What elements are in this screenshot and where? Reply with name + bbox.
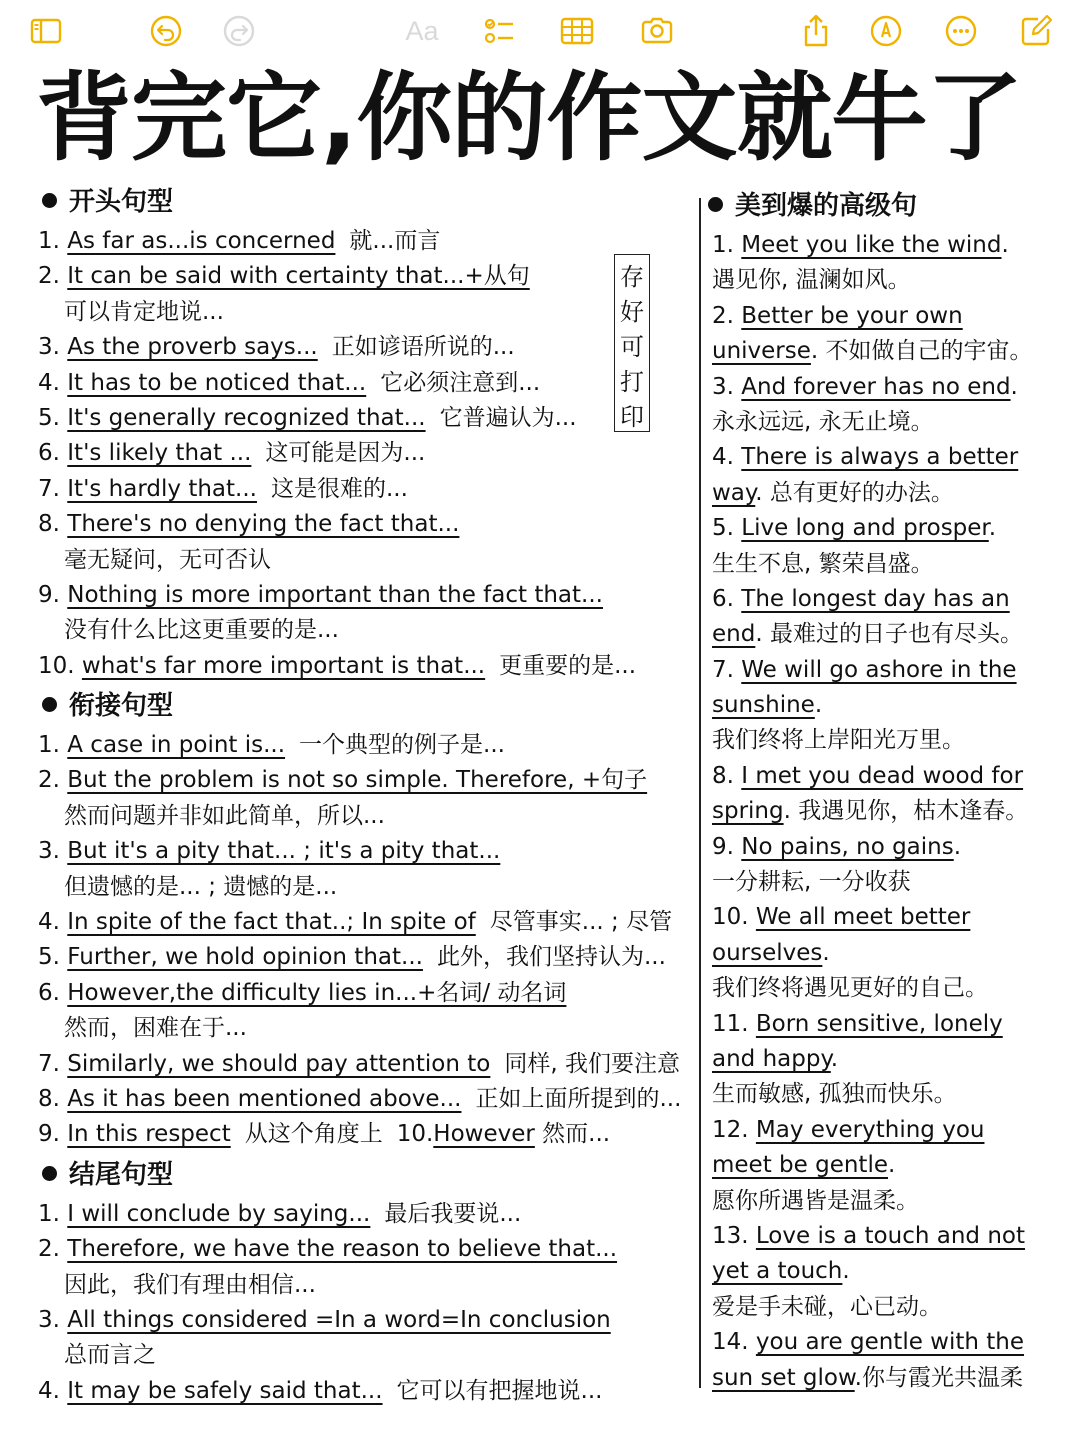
item-number: 5. — [38, 404, 60, 431]
sentence-line — [712, 688, 1062, 723]
item-number: 3. — [38, 1306, 60, 1333]
sentence-text: . — [842, 1258, 850, 1285]
chinese-translation: 然而问题并非如此简单，所以... — [64, 802, 385, 829]
phrase-line — [38, 330, 698, 365]
english-phrase: But the problem is not so simple. Therefore, +句子 — [67, 767, 648, 794]
format-text-button[interactable]: Aa — [405, 16, 439, 46]
item-number: 6. — [38, 979, 60, 1006]
sentence-line — [712, 1148, 1062, 1183]
print-note-char: 好 — [620, 298, 644, 326]
chinese-translation: 最后我要说... — [384, 1200, 522, 1227]
sentence-line — [712, 370, 1062, 405]
phrase-line — [38, 940, 698, 975]
sentence-line — [712, 582, 1062, 617]
sentence-text: . — [1001, 232, 1009, 258]
sentence-line — [712, 1042, 1062, 1077]
phrase-line — [38, 1338, 698, 1373]
item-number: 1. — [38, 228, 60, 254]
chinese-translation: 尽管事实... ; 尽管 — [489, 909, 673, 936]
phrase-line — [38, 436, 698, 471]
english-phrase: Nothing is more important than the fact that... — [67, 581, 603, 608]
sentence-text: 生生不息, 繁荣昌盛。 — [712, 550, 934, 577]
english-sentence: No pains, no gains — [741, 833, 954, 860]
sentence-line — [712, 900, 1062, 935]
english-sentence: end — [712, 621, 756, 648]
chinese-translation: 毫无疑问，无可否认 — [64, 546, 271, 573]
sentence-text: . — [1010, 373, 1018, 400]
phrase-line — [38, 1374, 698, 1409]
chinese-translation: 因此，我们有理由相信... — [64, 1271, 316, 1298]
section-heading-text: 衔接句型 — [69, 691, 174, 722]
sentence-text: 遇见你, 温澜如风。 — [712, 267, 911, 294]
phrase-line — [38, 613, 698, 648]
sentence-text: 一分耕耘, 一分收获 — [712, 869, 911, 896]
english-phrase: what's far more important is that... — [81, 652, 486, 679]
item-number: 8. — [38, 1085, 60, 1112]
sentence-line — [712, 1290, 1062, 1325]
sentence-line — [712, 830, 1062, 865]
section-heading — [704, 184, 1062, 228]
english-sentence: and happy — [712, 1045, 831, 1072]
sentence-text: . — [830, 1045, 839, 1072]
chinese-translation: 它可以有把握地说... — [396, 1377, 603, 1404]
sentence-line — [712, 794, 1062, 829]
phrase-line — [38, 1303, 698, 1338]
phrase-line — [38, 870, 698, 905]
sentence-line — [712, 511, 1062, 546]
right-column — [712, 184, 1062, 1396]
sentence-text: . 总有更好的办法。 — [755, 479, 954, 506]
section-heading-text: 美到爆的高级句 — [735, 191, 918, 221]
phrase-line — [38, 259, 698, 294]
sentence-text: 生而敏感, 孤独而快乐。 — [712, 1081, 957, 1108]
english-sentence: yet a touch — [712, 1258, 843, 1285]
english-sentence: The longest day has an — [741, 585, 1010, 612]
phrase-line — [38, 728, 698, 763]
phrase-line — [38, 295, 698, 330]
english-sentence: Born sensitive, lonely — [755, 1010, 1003, 1037]
sentence-text: . — [988, 515, 997, 542]
english-phrase: It can be said with certainty that...+从句 — [67, 263, 530, 290]
english-sentence: May everything you — [755, 1116, 985, 1143]
chinese-translation: 就...而言 — [349, 228, 441, 254]
phrase-line — [38, 224, 698, 259]
sentence-text: . — [953, 833, 962, 860]
item-number: 4. — [38, 369, 60, 396]
share-icon[interactable] — [796, 12, 836, 50]
table-icon[interactable] — [557, 12, 597, 50]
english-phrase: It may be safely said that... — [67, 1377, 383, 1404]
phrase-line — [38, 1232, 698, 1267]
item-number: 3. — [38, 838, 60, 865]
phrase-line — [38, 1197, 698, 1232]
item-number: 1. — [38, 1200, 60, 1227]
phrase-line — [38, 799, 698, 834]
phrase-line — [38, 834, 698, 869]
item-number: 2. — [38, 767, 60, 794]
phrase-line — [38, 1117, 698, 1152]
chinese-translation: 总而言之 — [64, 1342, 156, 1369]
chinese-translation: 从这个角度上 — [244, 1121, 383, 1148]
english-phrase: As far as...is concerned — [67, 228, 336, 254]
camera-icon[interactable] — [637, 12, 677, 50]
sentence-line — [712, 723, 1062, 758]
sentence-text: 永永远远, 永无止境。 — [712, 408, 934, 435]
phrase-line — [38, 763, 698, 798]
item-number: 4. — [712, 444, 742, 471]
chinese-translation: 一个典型的例子是... — [299, 732, 505, 759]
chinese-translation: 没有什么比这更重要的是... — [64, 617, 339, 644]
markup-icon[interactable] — [866, 12, 906, 50]
item-number: 1. — [38, 732, 60, 759]
print-note-char: 印 — [620, 403, 644, 431]
sentence-text: . 最难过的日子也有尽头。 — [755, 621, 1023, 648]
phrase-line — [38, 1047, 698, 1082]
item-number: 2. — [38, 263, 60, 290]
print-note-char: 存 — [620, 263, 644, 291]
sentence-line — [712, 1007, 1062, 1042]
item-number: 8. — [712, 762, 742, 789]
chinese-translation: 然而，困难在于... — [64, 1015, 247, 1042]
phrase-line — [38, 649, 698, 684]
english-phrase: It has to be noticed that... — [67, 369, 367, 396]
item-number: 6. — [38, 440, 60, 467]
english-phrase: It's likely that ... — [67, 440, 252, 467]
sentence-line — [712, 476, 1062, 511]
item-number: 12. — [712, 1116, 756, 1143]
chinese-translation: 然而... — [542, 1121, 611, 1148]
item-number: 2. — [712, 302, 742, 329]
sentence-line — [712, 1325, 1062, 1360]
print-note-char: 可 — [620, 333, 644, 361]
sentence-line — [712, 865, 1062, 900]
english-phrase: There's no denying the fact that... — [67, 511, 460, 538]
print-note-char: 打 — [620, 368, 644, 396]
english-sentence: Live long and prosper — [741, 515, 989, 542]
sentence-line — [712, 263, 1062, 298]
more-icon[interactable] — [941, 12, 981, 50]
sentence-text: 爱是手未碰，心已动。 — [712, 1293, 942, 1320]
sentence-text: . — [887, 1152, 896, 1179]
sentence-line — [712, 1113, 1062, 1148]
english-sentence: you are gentle with the — [755, 1329, 1025, 1356]
english-sentence: sunshine — [712, 692, 815, 719]
sentence-text: 我们终将上岸阳光万里。 — [712, 727, 965, 754]
phrase-line — [38, 976, 698, 1011]
bullet-icon — [42, 697, 57, 712]
english-sentence: meet be gentle — [712, 1152, 888, 1179]
item-number: 9. — [712, 833, 742, 860]
item-number: 7. — [38, 1050, 60, 1077]
english-sentence: spring — [712, 798, 784, 825]
undo-icon[interactable] — [146, 12, 186, 50]
english-phrase: However,the difficulty lies in...+名词/ 动名词 — [67, 979, 567, 1006]
sentence-text: . — [822, 939, 830, 966]
sentence-line — [712, 1361, 1062, 1396]
sidebar-icon[interactable] — [26, 12, 66, 50]
sentence-line — [712, 547, 1062, 582]
sentence-line — [712, 1077, 1062, 1112]
item-number: 5. — [38, 944, 60, 971]
english-sentence: sun set glow — [712, 1364, 855, 1391]
bullet-icon — [42, 193, 57, 208]
sentence-line — [712, 228, 1062, 263]
notes-toolbar — [0, 0, 1080, 62]
sentence-line — [712, 334, 1062, 369]
item-number: 7. — [712, 656, 742, 683]
sentence-text: 愿你所遇皆是温柔。 — [712, 1187, 919, 1214]
phrase-line — [38, 507, 698, 542]
phrase-line — [38, 1268, 698, 1303]
english-sentence: Meet you like the wind — [741, 232, 1002, 258]
english-phrase: It's generally recognized that... — [67, 404, 426, 431]
english-phrase: Further, we hold opinion that... — [67, 944, 423, 971]
sentence-text: 我们终将遇见更好的自己。 — [712, 975, 988, 1002]
english-phrase: In this respect — [67, 1121, 231, 1148]
section-heading — [38, 1153, 698, 1197]
english-phrase: But it's a pity that... ; it's a pity that... — [67, 838, 501, 865]
english-sentence: universe — [712, 338, 811, 365]
sentence-line — [712, 653, 1062, 688]
english-sentence: There is always a better — [741, 444, 1019, 471]
chinese-translation: 这是很难的... — [270, 475, 408, 502]
english-phrase: However — [433, 1121, 535, 1148]
sentence-line — [712, 759, 1062, 794]
english-phrase: Therefore, we have the reason to believe that... — [67, 1236, 618, 1263]
english-phrase: All things considered =In a word=In conclusion — [67, 1306, 611, 1333]
checklist-icon[interactable] — [479, 12, 519, 50]
sentence-text: .你与霞光共温柔 — [854, 1364, 1023, 1391]
phrase-line — [38, 1082, 698, 1117]
sentence-line — [712, 1184, 1062, 1219]
english-sentence: ourselves — [712, 939, 823, 966]
page-title: 背完它,你的作文就牛了 — [36, 62, 1022, 174]
chinese-translation: 它普遍认为... — [439, 404, 577, 431]
english-sentence: Love is a touch and not — [755, 1222, 1025, 1249]
section-heading — [38, 684, 698, 728]
sentence-line — [712, 971, 1062, 1006]
item-number: 13. — [712, 1222, 756, 1249]
chinese-translation: 正如谚语所说的... — [331, 334, 515, 361]
item-number: 1. — [712, 232, 742, 258]
phrase-line — [38, 366, 698, 401]
english-sentence: And forever has no end — [741, 373, 1011, 400]
chinese-translation: 更重要的是... — [499, 652, 637, 679]
section-heading-text: 结尾句型 — [69, 1159, 174, 1190]
item-number: 9. — [38, 581, 60, 608]
sentence-line — [712, 1254, 1062, 1289]
compose-icon[interactable] — [1016, 12, 1056, 50]
english-phrase: In spite of the fact that..; In spite of — [67, 909, 476, 936]
phrase-line — [38, 472, 698, 507]
english-phrase: As it has been mentioned above... — [67, 1085, 462, 1112]
phrase-line — [38, 905, 698, 940]
item-number: 10. — [38, 652, 75, 679]
chinese-translation: 此外，我们坚持认为... — [436, 944, 666, 971]
left-column — [38, 180, 698, 1409]
item-number: 10. — [396, 1121, 434, 1148]
english-phrase: As the proverb says... — [67, 334, 318, 361]
chinese-translation: 同样, 我们要注意 — [504, 1050, 680, 1077]
sentence-line — [712, 299, 1062, 334]
sentence-line — [712, 440, 1062, 475]
item-number: 5. — [712, 515, 742, 542]
item-number: 3. — [38, 334, 60, 361]
section-heading-text: 开头句型 — [69, 187, 174, 217]
item-number: 14. — [712, 1329, 756, 1356]
chinese-translation: 这可能是因为... — [265, 440, 426, 467]
bullet-icon — [42, 1166, 57, 1181]
sentence-text: . — [814, 692, 823, 719]
english-phrase: It's hardly that... — [67, 475, 257, 502]
item-number: 4. — [38, 909, 60, 936]
chinese-translation: 可以肯定地说... — [64, 298, 224, 325]
item-number: 4. — [38, 1377, 60, 1404]
chinese-translation: 但遗憾的是... ; 遗憾的是... — [64, 873, 338, 900]
english-phrase: Similarly, we should pay attention to — [67, 1050, 491, 1077]
item-number: 8. — [38, 511, 60, 538]
chinese-translation: 正如上面所提到的... — [475, 1085, 682, 1112]
section-heading — [38, 180, 698, 224]
item-number: 7. — [38, 475, 60, 502]
item-number: 2. — [38, 1236, 60, 1263]
item-number: 10. — [712, 904, 756, 931]
sentence-line — [712, 1219, 1062, 1254]
sentence-text: . 我遇见你，枯木逢春。 — [783, 798, 1029, 825]
item-number: 6. — [712, 585, 742, 612]
item-number: 9. — [38, 1121, 60, 1148]
phrase-line — [38, 1011, 698, 1046]
english-sentence: way — [712, 479, 756, 506]
english-sentence: We will go ashore in the — [741, 656, 1017, 683]
phrase-line — [38, 578, 698, 613]
item-number: 3. — [712, 373, 742, 400]
english-sentence: We all meet better — [755, 904, 971, 931]
bullet-icon — [708, 197, 723, 212]
english-phrase: A case in point is... — [67, 732, 286, 759]
sentence-line — [712, 936, 1062, 971]
phrase-line — [38, 543, 698, 578]
sentence-line — [712, 405, 1062, 440]
column-divider — [699, 198, 701, 1388]
phrase-line — [38, 401, 698, 436]
chinese-translation: 它必须注意到... — [380, 369, 541, 396]
english-sentence: I met you dead wood for — [741, 762, 1024, 789]
item-number: 11. — [712, 1010, 756, 1037]
redo-icon[interactable] — [219, 12, 259, 50]
english-phrase: I will conclude by saying... — [67, 1200, 371, 1227]
english-sentence: Better be your own — [741, 302, 963, 329]
sentence-text: . 不如做自己的宇宙。 — [810, 338, 1033, 365]
sentence-line — [712, 617, 1062, 652]
